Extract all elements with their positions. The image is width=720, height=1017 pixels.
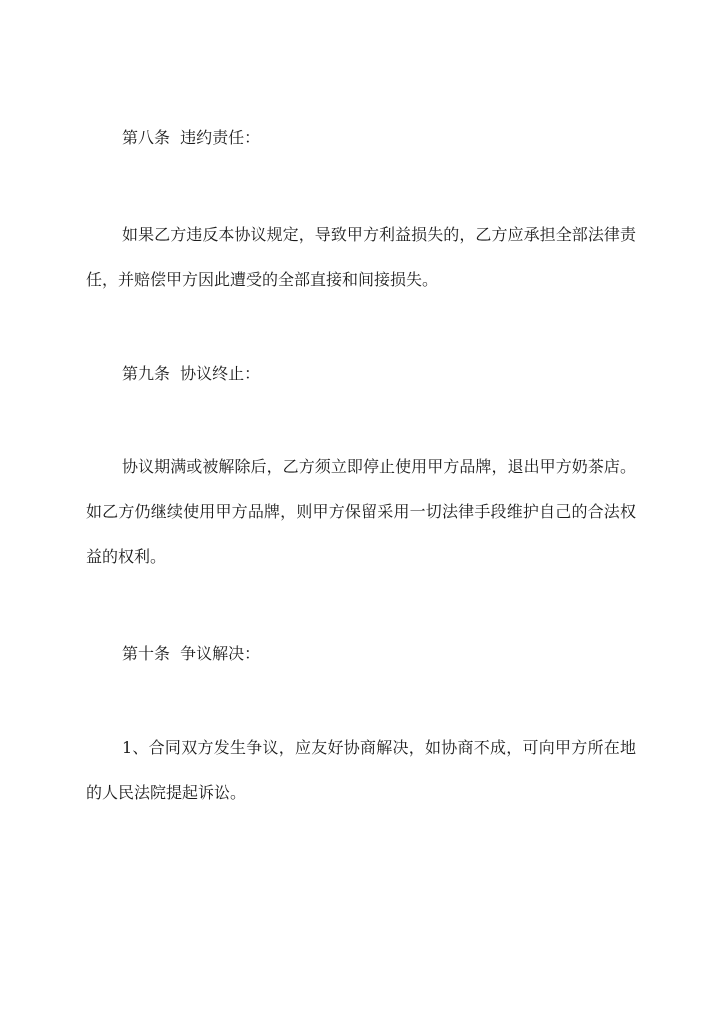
section-paragraph-article-8: 如果乙方违反本协议规定，导致甲方利益损失的，乙方应承担全部法律责任，并赔偿甲方因此遭受的全部直接和间接损失。 <box>86 225 636 289</box>
section-paragraph-article-9: 协议期满或被解除后，乙方须立即停止使用甲方品牌，退出甲方奶茶店。如乙方仍继续使用甲方品牌，则甲方保留采用一切法律手段维护自己的合法权益的权利。 <box>86 457 636 566</box>
section-paragraph-article-10: 1、合同双方发生争议，应友好协商解决，如协商不成，可向甲方所在地的人民法院提起诉讼。 <box>86 738 636 802</box>
section-heading-article-8: 第八条 违约责任： <box>122 128 261 147</box>
section-heading-article-10: 第十条 争议解决： <box>122 644 261 663</box>
section-heading-article-9: 第九条 协议终止： <box>122 364 261 383</box>
